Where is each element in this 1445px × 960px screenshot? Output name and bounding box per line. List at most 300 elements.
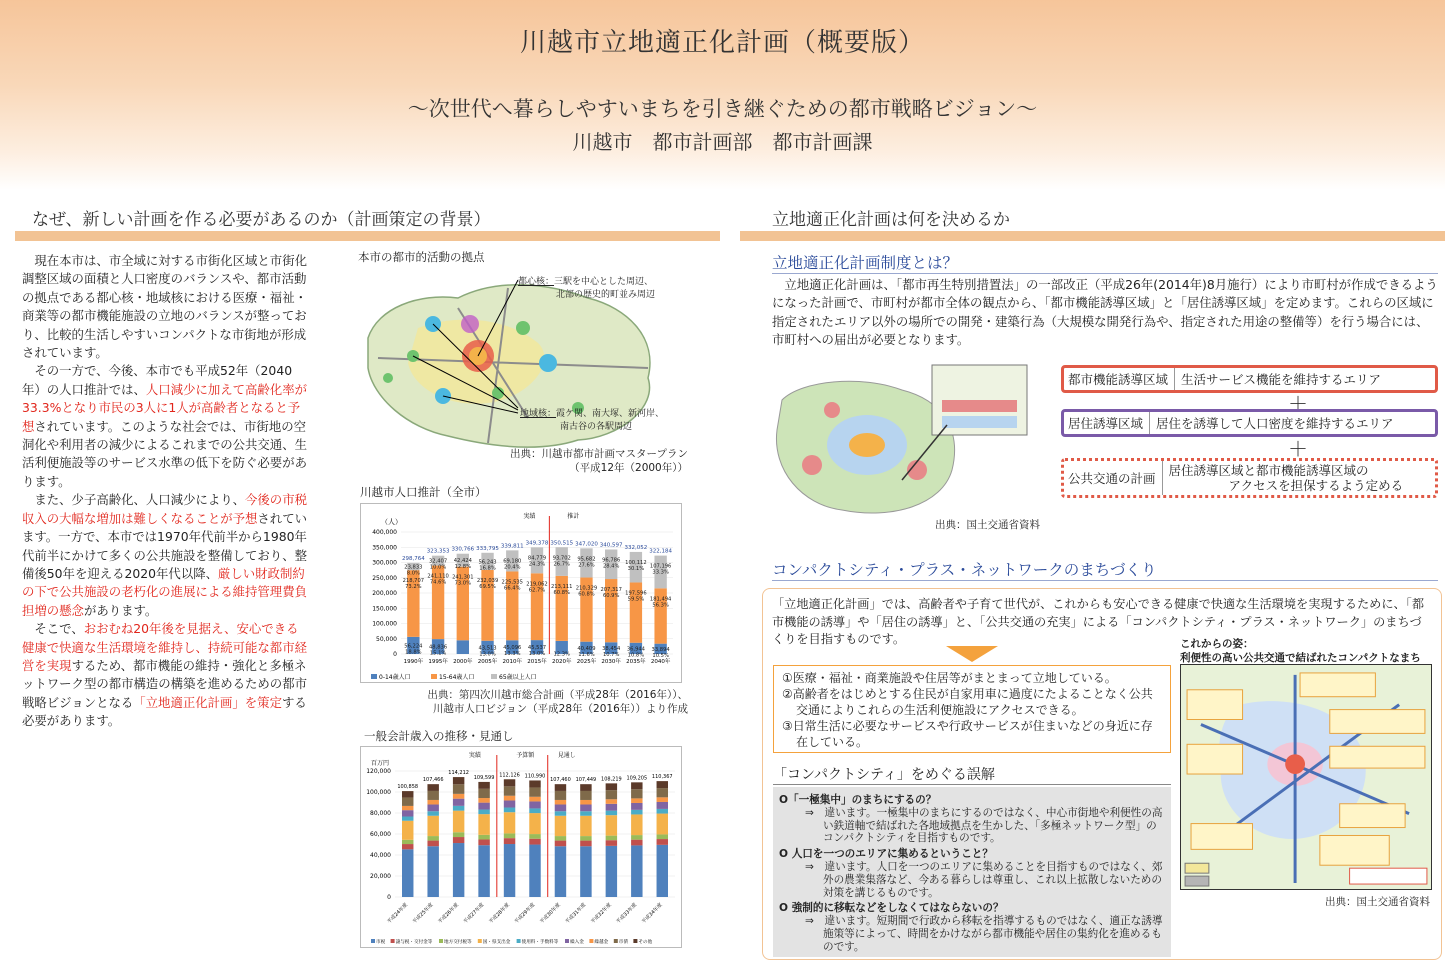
chart1-xtick: 1990年 (403, 659, 424, 665)
chart1-forecast-label: 推計 (567, 513, 580, 520)
chart1-pct-label: 56.3% (652, 602, 669, 609)
chart2-bar (657, 839, 668, 845)
chart1-pct-label: 28.4% (602, 563, 620, 570)
arrow-down-icon (946, 646, 998, 662)
chart1-ytick: 250,000 (372, 574, 397, 582)
chart2-bar (529, 780, 540, 787)
chart2-bar (631, 840, 642, 846)
chart1-ytick: 50,000 (376, 635, 397, 643)
chart1-total-label: 347,020 (575, 541, 598, 548)
paragraph-3: また、少子高齢化、人口減少により、今後の市税収入の大幅な増加は難しくなることが予想されています。一方で、本市では1970年代前半から1980年代前半にかけて多くの公共施設を整備しており、整備後50年を迎える2020年代以降、厳しい財政制約の下で公共施設の老朽化の進展による維持管理費負担増の懸念があります。 (22, 492, 307, 618)
chart2-bar (606, 783, 617, 790)
chart2-bar (555, 791, 566, 800)
future-title-1: これからの姿： (1180, 638, 1254, 650)
chart2-bar (631, 803, 642, 810)
chart2-total-label: 110,990 (524, 773, 546, 780)
chart2-legend-label: 譲与税・交付金等 (395, 940, 433, 945)
chart2-xtick: 平成30年度 (538, 902, 562, 926)
left-section-bar (15, 231, 720, 241)
chart1-value-label: 23,833 (404, 564, 423, 571)
chart2-bar (555, 800, 566, 805)
map1-label: 本市の都市的活動の拠点 (358, 250, 485, 264)
chart2-budget-label: 予算額 (516, 752, 535, 759)
chart2-bar (402, 806, 413, 810)
misconception-a1: ⇒ 違います。一極集中のまちにするのではなく、中心市街地や利便性の高い鉄道軸で結ばれた各地域拠点を生かした、「多極ネットワーク型」のコンパクトシティを目指すものです。 (805, 806, 1163, 845)
chart1-value-label: 232,039 (476, 577, 499, 584)
chart1-legend-label: 15-64歳人口 (439, 674, 475, 681)
chart1-pct-label: 33.3% (652, 569, 669, 576)
chart2-bar (580, 800, 591, 805)
chart1-ytick: 350,000 (372, 544, 397, 552)
chart1-value-label: 218,707 (402, 578, 425, 585)
chart1-pct-label: 74.6% (429, 579, 447, 586)
chart2-bar (453, 784, 464, 794)
chart2-bar (657, 802, 668, 809)
chart2-bar (529, 797, 540, 802)
chart2-bar (606, 799, 617, 804)
chart2-legend-swatch (517, 939, 521, 943)
chart1-legend-label: 65歳以上人口 (499, 674, 537, 681)
system-subheading: 立地適正化計画制度とは？ (772, 254, 959, 272)
chart2-bar (478, 839, 489, 845)
chart1-value-label: 197,596 (625, 590, 647, 597)
chart2-legend-label: 市税 (376, 940, 386, 945)
chart1-xtick: 2020年 (551, 659, 572, 665)
chart2-xtick: 平成27年度 (462, 902, 486, 926)
chart1-pct-label: 60.9% (602, 593, 620, 600)
chart1-pct-label: 60.8% (553, 589, 570, 596)
chart2-bar (529, 787, 540, 796)
chart2-legend-swatch (614, 939, 618, 943)
chart2-bar (453, 777, 464, 784)
chart1-ytick: 300,000 (372, 559, 397, 567)
zone-residential: 居住誘導区域 居住を誘導して人口密度を維持するエリア (1061, 409, 1438, 437)
chart1-value-label: 38,454 (602, 646, 621, 653)
chart2-legend-swatch (478, 939, 482, 943)
chart1-pct-label: 73.2% (405, 584, 422, 591)
chart1-value-label: 241,301 (452, 574, 474, 581)
chart2-total-label: 107,466 (422, 777, 444, 784)
misconception-title: 「コンパクトシティ」をめぐる誤解 (773, 767, 995, 783)
chart2-legend-label: その他 (638, 940, 653, 945)
chart1-value-label: 42,424 (453, 558, 472, 565)
chart1-value-label: 100,112 (625, 559, 647, 566)
chart2-ylabel: 百万円 (371, 760, 390, 767)
system-text: 立地適正化計画は、「都市再生特別措置法」の一部改正（平成26年(2014年)8月施行）により市町村が作成できるようになった計画で、市町村が都市全体の観点から、「都市機能誘導区域」と「居住誘導区域」を定めます。これらの区域に指定されたエリア以外の場所での開発・建築行為（大規模な開発行為や、指定された用途の整備等）を行う場合には、市町村への届出が必要となります。 (772, 277, 1438, 348)
chart2-bar (631, 814, 642, 835)
chart1-pct-label: 10.0% (429, 564, 447, 571)
paragraph-2: その一方で、今後、本市でも平成52年（2040年）の人口推計では、人口減少に加えて高齢化率が33.3%となり市民の3人に1人が高齢者となると予想されています。このような社会では、市街地の空洞化や利用者の減少によるこれまでの公共交通、生活利便施設等のサービス水準の低下を防ぐ必要があります。 (22, 363, 307, 489)
chart2-bar (478, 810, 489, 815)
chart2-bar (453, 832, 464, 837)
chart1-xtick: 2035年 (626, 659, 646, 665)
chart1-value-label: 219,062 (526, 581, 548, 588)
left-section-heading: なぜ、新しい計画を作る必要があるのか（計画策定の背景） (32, 210, 491, 230)
chart1-value-label: 213,111 (551, 583, 573, 590)
chart2-legend-swatch (391, 939, 395, 943)
chart1-value-label: 48,836 (429, 644, 448, 651)
misconception-a2: ⇒ 違います。人口を一つのエリアに集めることを目指すものではなく、郊外の農業集落など、今ある暮らしは尊重し、これ以上拡散しないための対策を講じるものです。 (805, 860, 1163, 899)
chart2-bar (453, 806, 464, 811)
chart2-bar (657, 809, 668, 814)
chart2-legend-label: 繰越金 (594, 940, 609, 945)
chart2-bar (453, 811, 464, 833)
chart2-bar (555, 816, 566, 836)
chart2-bar (453, 799, 464, 806)
chart2-legend-label: 繰入金 (570, 940, 584, 945)
chart2-bar (529, 801, 540, 808)
chart2-bar (631, 845, 642, 897)
core-hub-note: 都心核：三駅を中心とした周辺、 北部の歴史的町並み周辺 (518, 277, 656, 300)
chart2-bar (657, 845, 668, 897)
chart2-bar (427, 811, 438, 816)
chart1-pct-label: 10.7% (602, 652, 620, 659)
chart2-xtick: 平成31年度 (564, 902, 588, 926)
chart2-bar (478, 782, 489, 789)
chart2-bar (631, 798, 642, 803)
chart1-value-label: 32,407 (429, 558, 448, 565)
chart2-bar (606, 815, 617, 835)
chart1-pct-label: 20.4% (504, 564, 521, 571)
chart1-total-label: 349,378 (525, 540, 549, 547)
misconception-line (773, 784, 1171, 785)
chart2-bar (529, 839, 540, 845)
chart1-xtick: 2040年 (650, 659, 671, 665)
misconception-q2: O 人口を一つのエリアに集めるということ？ (779, 848, 993, 861)
chart1-pct-label: 13.0% (479, 651, 496, 658)
chart2-total-label: 114,212 (448, 770, 469, 777)
chart1-value-label: 225,535 (501, 579, 523, 586)
future-city-diagram (1180, 664, 1432, 890)
chart2-bar (504, 838, 515, 844)
goal-3: ③日常生活に必要なサービスや行政サービスが住まいなどの身近に存在している。 (782, 719, 1153, 749)
chart1-xtick: 1995年 (428, 659, 448, 665)
chart2-ytick: 60,000 (370, 831, 391, 838)
chart2-legend-label: 市債 (618, 940, 629, 945)
chart1-pct-label: 30.1% (627, 565, 645, 572)
chart2-bar (453, 794, 464, 799)
chart2-legend-swatch (565, 939, 569, 943)
chart2-legend-label: 国・県支出金 (482, 940, 511, 945)
chart1-pct-label: 27.6% (578, 562, 595, 569)
chart2-bar (427, 816, 438, 836)
chart2-bar (555, 784, 566, 791)
chart2-bar (478, 835, 489, 840)
chart2-bar (606, 811, 617, 816)
chart1-ytick: 100,000 (372, 620, 397, 628)
chart1-pct-label: 18.8% (405, 649, 422, 656)
chart1-total-label: 323,353 (426, 548, 450, 555)
chart2-bar (504, 796, 515, 801)
chart2-bar (580, 846, 591, 897)
chart2-bar (504, 812, 515, 833)
chart2-legend-swatch (371, 939, 375, 943)
chart1-pct-label: 12.8% (454, 564, 472, 571)
chart2-total-label: 109,205 (626, 775, 648, 782)
chart1-legend-swatch (371, 674, 377, 679)
chart1-value-label: 45,096 (503, 645, 522, 652)
chart1-total-label: 322,184 (649, 548, 673, 555)
chart1-pct-label: 13.3% (504, 651, 521, 658)
zone-public-transport: 公共交通の計画 居住誘導区域と都市機能誘導区域の アクセスを担保するよう定める (1061, 458, 1438, 498)
chart2-bar (402, 849, 413, 897)
chart1-value-label: 93,702 (552, 555, 571, 562)
chart1-pct-label: 8.0% (406, 570, 420, 577)
chart2-bar (504, 833, 515, 838)
chart1-legend-label: 0-14歳人口 (379, 674, 411, 681)
chart2-bar (657, 814, 668, 835)
chart1-pct-label: 24.3% (528, 561, 546, 568)
chart2-bar (580, 841, 591, 847)
chart2-bar (631, 789, 642, 798)
chart2-bar (504, 779, 515, 786)
revenue-chart (360, 746, 682, 948)
chart2-bar (402, 810, 413, 816)
chart2-bar (453, 843, 464, 897)
chart2-bar (606, 840, 617, 846)
chart1-value-label: 207,317 (600, 587, 622, 594)
chart1-value-label: 69,180 (503, 558, 522, 565)
chart2-bar (657, 834, 668, 839)
chart2-total-label: 112,126 (499, 772, 520, 779)
zone-urban-function: 都市機能誘導区域 生活サービス機能を維持するエリア (1061, 365, 1438, 393)
goals-box (773, 665, 1171, 753)
chart1-pct-label: 12.3% (553, 651, 570, 658)
chart2-bar (478, 845, 489, 897)
chart1-ylabel: （人） (381, 518, 402, 526)
map1-source: 出典：川越市都市計画マスタープラン （平成12年（2000年）） (510, 448, 688, 474)
chart2-bar (657, 797, 668, 802)
chart1-total-label: 298,764 (401, 555, 425, 562)
chart2-bar (606, 790, 617, 799)
chart2-total-label: 109,599 (473, 774, 495, 781)
chart2-bar (478, 789, 489, 798)
chart1-bar (457, 640, 469, 654)
chart1-pct-label: 16.8% (479, 565, 496, 572)
chart2-xtick: 平成25年度 (411, 902, 435, 926)
chart2-bar (427, 804, 438, 811)
chart2-total-label: 107,449 (575, 777, 597, 784)
chart2-ytick: 20,000 (370, 873, 391, 880)
chart2-legend-label: 地方交付税等 (444, 940, 472, 945)
chart2-xtick: 平成28年度 (488, 902, 511, 926)
background-text (22, 252, 310, 731)
chart2-bar (555, 846, 566, 897)
chart2-bar (402, 797, 413, 805)
compact-subheading: コンパクトシティ・プラス・ネットワークのまちづくり (772, 561, 1157, 579)
chart2-bar (529, 834, 540, 839)
chart2-bar (504, 844, 515, 897)
chart1-xtick: 2015年 (527, 659, 547, 665)
population-chart-svg (361, 504, 683, 684)
chart1-pct-label: 73.0% (454, 580, 472, 587)
paragraph-4: そこで、おおむね20年後を見据え、安心できる健康で快適な生活環境を維持し、持続可能な都市経営を実現するため、都市機能の維持・強化と多極ネットワーク型の都市構造の構築を進めるための都市戦略ビジョンとなる「立地適正化計画」を策定する必要があります。 (22, 621, 307, 729)
chart1-value-label: 107,196 (649, 563, 672, 570)
chart2-legend-label: 使用料・手数料等 (521, 940, 559, 945)
chart2-total-label: 107,460 (550, 777, 571, 784)
chart2-ytick: 0 (387, 894, 391, 901)
chart1-ytick: 200,000 (372, 590, 397, 597)
chart1-value-label: 84,779 (527, 555, 547, 562)
chart2-bar (555, 841, 566, 847)
chart2-bar (427, 841, 438, 847)
chart1-pct-label: 62.7% (528, 587, 546, 594)
chart2-total-label: 108,219 (601, 776, 622, 783)
chart1-xtick: 2010年 (502, 659, 523, 665)
chart2-bar (657, 781, 668, 788)
paragraph-1: 現在本市は、市全域に対する市街化区域と市街化調整区域の面積と人口密度のバランスや、都市活動の拠点である都心核・地域核における医療・福祉・商業等の都市機能施設の立地のバランスが整っており、比較的生活しやすいコンパクトな市街地が形成されています。 (22, 253, 307, 361)
chart2-title: 一般会計歳入の推移・見通し (364, 729, 514, 743)
chart1-ytick: 400,000 (372, 529, 397, 536)
population-chart (360, 503, 682, 683)
chart1-pct-label: 10.5% (652, 652, 669, 659)
right-section-heading: 立地適正化計画は何を決めるか (772, 210, 1010, 230)
chart2-xtick: 平成33年度 (615, 902, 639, 926)
chart1-total-label: 330,766 (451, 546, 475, 553)
chart1-value-label: 95,682 (577, 556, 596, 563)
chart1-pct-label: 26.7% (553, 561, 570, 568)
chart1-source: 出典：第四次川越市総合計画（平成28年（2016年））、 川越市人口ビジョン（平成28年（2016年））より作成 (427, 689, 688, 715)
chart2-actual-label: 実績 (468, 752, 481, 759)
revenue-chart-svg (361, 747, 683, 949)
compact-subheading-line (772, 580, 1438, 581)
chart1-pct-label: 69.5% (479, 583, 496, 590)
chart2-bar (478, 798, 489, 803)
chart2-bar (555, 836, 566, 841)
chart1-pct-label: 66.4% (504, 585, 521, 592)
chart1-xtick: 2000年 (453, 659, 473, 665)
chart2-bar (580, 811, 591, 816)
page-subtitle: ～次世代へ暮らしやすいまちを引き継ぐための都市戦略ビジョン～ (407, 97, 1038, 121)
chart2-bar (631, 810, 642, 815)
chart2-bar (427, 846, 438, 897)
chart1-pct-label: 13.0% (528, 651, 546, 658)
chart1-ytick: 150,000 (372, 605, 397, 613)
chart1-total-label: 350,515 (550, 540, 574, 547)
region-hub-note: 地域核：霞ケ関、南大塚、新河岸、 南古谷の各駅周辺 (520, 409, 665, 432)
chart1-value-label: 181,494 (649, 596, 672, 603)
chart2-bar (402, 844, 413, 849)
right-section-bar (740, 231, 1445, 241)
chart2-bar (606, 804, 617, 811)
goal-1: ①医療・福祉・商業施設や住居等がまとまって立地している。 (782, 671, 1117, 685)
chart2-xtick: 平成32年度 (589, 902, 613, 926)
chart2-bar (504, 808, 515, 813)
future-title-2: 利便性の高い公共交通で結ばれたコンパクトなまち (1180, 652, 1421, 664)
misconception-a3: ⇒ 違います。短期間で行政から移転を指導するものではなく、適正な誘導施策等によって、時間をかけながら都市機能や居住の集約化を進めるものです。 (805, 915, 1163, 953)
chart2-total-label: 110,367 (651, 774, 673, 781)
chart1-value-label: 40,409 (577, 645, 596, 652)
chart1-pct-label: 60.8% (578, 591, 595, 598)
chart1-pct-label: 11.6% (578, 651, 595, 658)
chart2-ytick: 40,000 (370, 852, 391, 859)
chart2-bar (657, 788, 668, 797)
chart1-title: 川越市人口推計（全市） (360, 485, 487, 499)
chart1-ytick: 0 (393, 651, 397, 658)
chart1-pct-label: 15.1% (429, 650, 447, 657)
chart2-bar (555, 804, 566, 811)
chart2-bar (529, 845, 540, 897)
future-source: 出典：国土交通省資料 (1325, 896, 1430, 908)
chart2-bar (631, 835, 642, 840)
chart1-value-label: 96,786 (602, 557, 621, 564)
chart1-total-label: 332,052 (624, 544, 648, 551)
chart2-total-label: 100,858 (397, 784, 419, 791)
chart1-total-label: 339,811 (500, 543, 524, 550)
chart1-pct-label: 10.8% (627, 652, 645, 659)
chart1-value-label: 33,894 (651, 646, 670, 653)
chart2-bar (427, 800, 438, 805)
chart2-legend-swatch (439, 939, 443, 943)
chart1-actual-label: 実績 (523, 513, 536, 520)
chart1-xtick: 2025年 (576, 659, 597, 665)
chart1-legend-swatch (431, 674, 437, 679)
chart2-bar (606, 846, 617, 897)
system-subheading-line (772, 273, 1438, 274)
chart1-value-label: 56,224 (404, 643, 423, 650)
chart1-total-label: 340,597 (599, 542, 623, 549)
chart1-value-label: 241,110 (427, 573, 449, 580)
chart2-bar (580, 791, 591, 800)
chart2-bar (555, 811, 566, 816)
chart1-value-label: 56,243 (478, 559, 497, 566)
chart1-xtick: 2005年 (477, 659, 498, 665)
chart2-bar (580, 784, 591, 791)
chart1-value-label: 43,513 (478, 645, 497, 652)
chart2-bar (529, 808, 540, 813)
chart1-value-label: 210,329 (575, 585, 598, 592)
chart2-bar (580, 804, 591, 811)
chart2-bar (453, 837, 464, 843)
chart2-bar (478, 814, 489, 835)
chart2-xtick: 平成24年度 (386, 902, 410, 926)
zone-map (772, 360, 1052, 520)
misconception-q1: O「一極集中」のまちにするの？ (779, 794, 937, 806)
chart2-bar (580, 816, 591, 836)
chart2-bar (402, 821, 413, 840)
chart2-bar (504, 800, 515, 807)
goal-2: ②高齢者をはじめとする住民が自家用車に過度にたよることなく公共交通によりこれらの生活利便施設にアクセスできる。 (782, 687, 1153, 717)
chart1-value-label: 36,944 (626, 646, 645, 653)
chart2-ytick: 100,000 (366, 789, 391, 796)
chart2-ytick: 80,000 (370, 810, 391, 817)
chart1-total-label: 333,795 (476, 545, 499, 552)
chart2-bar (504, 786, 515, 795)
chart1-xtick: 2030年 (601, 659, 621, 665)
chart2-bar (402, 791, 413, 797)
chart2-bar (606, 836, 617, 841)
chart2-bar (427, 791, 438, 800)
chart1-pct-label: 59.5% (627, 596, 645, 603)
plus-sign-1: ＋ (1288, 392, 1308, 416)
department: 川越市 都市計画部 都市計画課 (572, 130, 873, 154)
chart2-ytick: 120,000 (366, 768, 391, 775)
misconception-q3: O 強制的に移転などをしなくてはならないの？ (779, 902, 1004, 915)
chart2-bar (529, 813, 540, 834)
zone-map-source: 出典：国土交通省資料 (935, 519, 1040, 531)
chart2-bar (402, 817, 413, 821)
chart2-bar (427, 836, 438, 841)
plus-sign-2: ＋ (1288, 437, 1308, 461)
chart2-bar (402, 840, 413, 844)
compact-text: 「立地適正化計画」では、高齢者や子育て世代が、これからも安心できる健康で快適な生活環境を実現するために、「都市機能の誘導」や「居住の誘導」と、「公共交通の充実」による「コンパクトシティ・プラス・ネットワーク」のまちづくりを目指すものです。 (772, 597, 1425, 646)
chart1-legend-swatch (491, 674, 497, 679)
chart2-legend-swatch (633, 939, 637, 943)
chart1-value-label: 45,537 (527, 645, 547, 652)
chart2-outlook-label: 見通し (557, 752, 576, 759)
chart2-bar (478, 803, 489, 810)
header-band (0, 0, 1445, 190)
